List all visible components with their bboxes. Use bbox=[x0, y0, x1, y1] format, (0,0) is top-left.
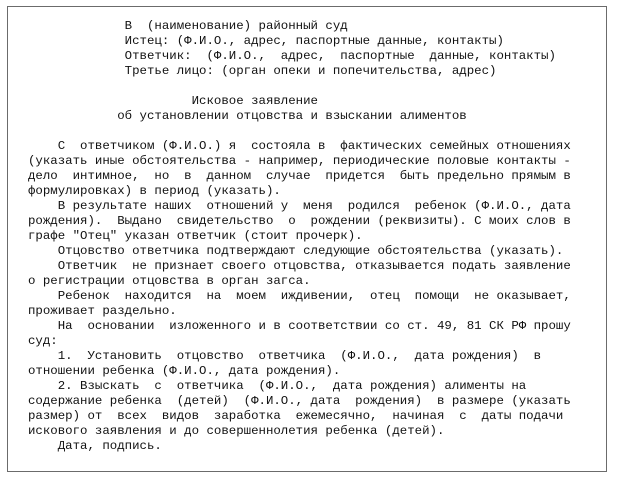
spacer bbox=[28, 124, 609, 139]
body-line: размер) от всех видов заработка ежемесячно, начиная с даты подачи bbox=[28, 409, 564, 423]
body-line: Ребенок находится на моем иждивении, отец помощи не оказывает, bbox=[28, 289, 571, 303]
header-defendant: Ответчик: (Ф.И.О., адрес, паспортные данные, контакты) bbox=[28, 49, 556, 63]
body-line: суд: bbox=[28, 334, 58, 348]
body-line: о регистрации отцовства в орган загса. bbox=[28, 274, 311, 288]
body-line: искового заявления и до совершеннолетия ребенка (детей). bbox=[28, 424, 445, 438]
body-line: 2. Взыскать с ответчика (Ф.И.О., дата рождения) алименты на bbox=[28, 379, 527, 393]
body-line: графе "Отец" указан ответчик (стоит прочерк). bbox=[28, 229, 363, 243]
body-line: В результате наших отношений у меня родился ребенок (Ф.И.О., дата bbox=[28, 199, 571, 213]
document-frame bbox=[7, 6, 607, 472]
body-line: На основании изложенного и в соответствии со ст. 49, 81 СК РФ прошу bbox=[28, 319, 571, 333]
body-line: отношении ребенка (Ф.И.О., дата рождения). bbox=[28, 364, 341, 378]
body-line: дело интимное, но в данном случае придется быть предельно прямым в bbox=[28, 169, 571, 183]
body-line: содержание ребенка (детей) (Ф.И.О., дата рождения) в размере (указать bbox=[28, 394, 571, 408]
body-line: формулировках) в период (указать). bbox=[28, 184, 281, 198]
claim-document bbox=[28, 19, 609, 454]
body-line: 1. Установить отцовство ответчика (Ф.И.О., дата рождения) в bbox=[28, 349, 542, 363]
header-third-party: Третье лицо: (орган опеки и попечительства, адрес) bbox=[28, 64, 497, 78]
body-line: С ответчиком (Ф.И.О.) я состояла в фактических семейных отношениях bbox=[28, 139, 571, 153]
header-plaintiff: Истец: (Ф.И.О., адрес, паспортные данные, контакты) bbox=[28, 34, 504, 48]
body-line: проживает раздельно. bbox=[28, 304, 177, 318]
body-line: (указать иные обстоятельства - например, периодические половые контакты - bbox=[28, 154, 571, 168]
header-court: В (наименование) районный суд bbox=[28, 19, 348, 33]
document-title: Исковое заявление bbox=[28, 94, 318, 108]
spacer bbox=[28, 79, 609, 94]
body-line: Отцовство ответчика подтверждают следующие обстоятельства (указать). bbox=[28, 244, 564, 258]
body-line: рождения). Выдано свидетельство о рождении (реквизиты). С моих слов в bbox=[28, 214, 571, 228]
document-subtitle: об установлении отцовства и взыскании алиментов bbox=[28, 109, 467, 123]
body-line: Дата, подпись. bbox=[28, 439, 162, 453]
body-line: Ответчик не признает своего отцовства, отказывается подать заявление bbox=[28, 259, 571, 273]
